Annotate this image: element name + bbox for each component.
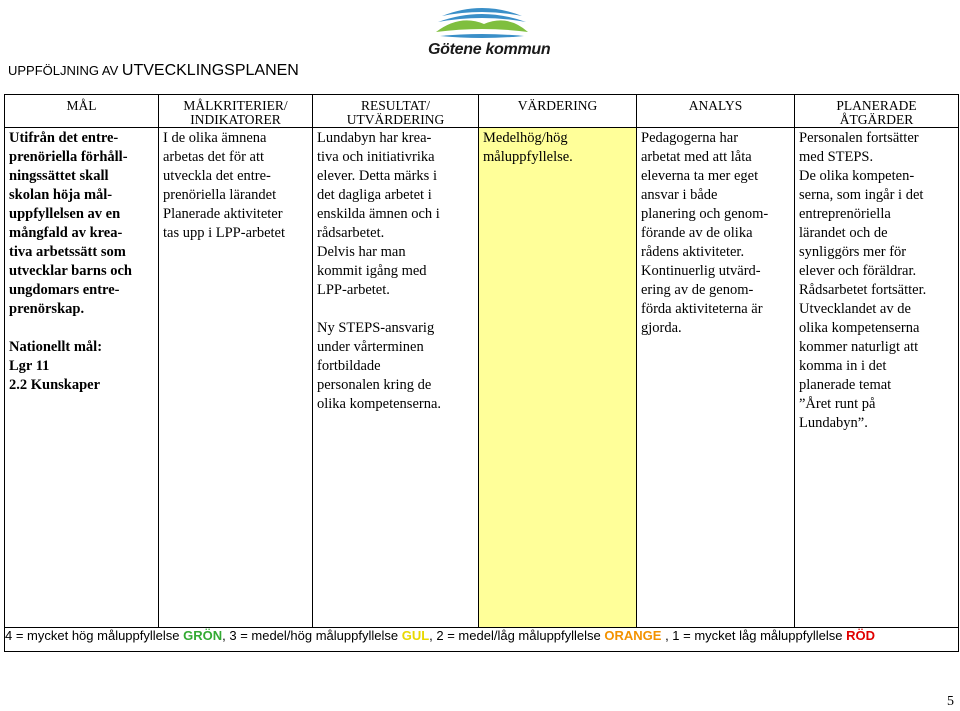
text-line: tas upp i LPP-arbetet — [163, 225, 286, 242]
text-line: förda aktiviteterna är — [641, 301, 763, 318]
text-line: lärandet och de — [799, 225, 888, 242]
page-number: 5 — [947, 694, 954, 709]
document-title — [8, 62, 299, 80]
legend-gul: GUL — [401, 627, 430, 643]
text-line: fortbildade — [317, 358, 381, 375]
text-line: personalen kring de — [317, 377, 432, 394]
text-line: Lundabyn”. — [799, 415, 868, 432]
text-line: Lundabyn har krea- — [317, 130, 432, 147]
legend-gron: GRÖN — [183, 627, 223, 643]
text-line: Ny STEPS-ansvarig — [317, 320, 435, 337]
text-line: prenöriella lärandet — [163, 187, 277, 204]
cell-vardering — [479, 128, 637, 628]
title-strong: UTVECKLINGSPLANEN — [121, 62, 299, 79]
text-line: serna, som ingår i det — [799, 187, 924, 204]
mal-text — [9, 129, 154, 319]
cell-malkriterier — [159, 128, 313, 628]
resultat-text — [317, 129, 474, 300]
text-line: olika kompetenserna — [799, 320, 920, 337]
text-line: elever och föräldrar. — [799, 263, 917, 280]
text-line: komma in i det — [799, 358, 887, 375]
text-line: ansvar i både — [641, 187, 718, 204]
legend-orange: ORANGE — [604, 627, 662, 643]
cell-planerade — [795, 128, 959, 628]
text-line: arbetas det för att — [163, 149, 265, 166]
text-line: prenöriella förhåll- — [9, 149, 128, 166]
text-line: Planerade aktiviteter — [163, 206, 283, 223]
text-line: Utifrån det entre- — [9, 130, 119, 147]
text-line: Rådsarbetet fortsätter. — [799, 282, 927, 299]
text-line: ningssättet skall — [9, 168, 109, 185]
header-resultat: RESULTAT/ UTVÄRDERING — [313, 95, 479, 128]
text-line: gjorda. — [641, 320, 682, 337]
text-line: olika kompetenserna. — [317, 396, 442, 413]
text-line: Kontinuerlig utvärd- — [641, 263, 761, 280]
text-line: planerade temat — [799, 377, 892, 394]
text-line: rådsarbetet. — [317, 225, 385, 242]
text-line: Nationellt mål: — [9, 339, 103, 356]
resultat-text-steps — [317, 319, 474, 414]
text-line: Personalen fortsätter — [799, 130, 919, 147]
text-line: tiva och initiativrika — [317, 149, 435, 166]
text-line: arbetat med att låta — [641, 149, 752, 166]
text-line: ering av de genom- — [641, 282, 754, 299]
text-line: skolan höja mål- — [9, 187, 113, 204]
text-line: LPP-arbetet. — [317, 282, 390, 299]
mal-national — [9, 338, 154, 395]
header-planerade: PLANERADE ÅTGÄRDER — [795, 95, 959, 128]
cell-analys — [637, 128, 795, 628]
logo-wordmark: Götene kommun — [428, 41, 551, 58]
text-line: enskilda ämnen och i — [317, 206, 440, 223]
planerade-text — [799, 129, 954, 433]
title-prefix: UPPFÖLJNING AV — [8, 63, 122, 78]
text-line: Utvecklandet av de — [799, 301, 911, 318]
header-mal: MÅL — [5, 95, 159, 128]
text-line: 2.2 Kunskaper — [9, 377, 101, 394]
text-line: ungdomars entre- — [9, 282, 120, 299]
text-line: mångfald av krea- — [9, 225, 123, 242]
header-vardering: VÄRDERING — [479, 95, 637, 128]
text-line: under vårterminen — [317, 339, 424, 356]
text-line: kommer naturligt att — [799, 339, 919, 356]
text-line: I de olika ämnena — [163, 130, 267, 147]
text-line: Medelhög/hög — [483, 130, 568, 147]
malkriterier-text — [163, 129, 308, 243]
text-line: utvecklar barns och — [9, 263, 132, 280]
vardering-text — [483, 129, 632, 167]
text-line: planering och genom- — [641, 206, 769, 223]
cell-resultat — [313, 128, 479, 628]
text-line: måluppfyllelse. — [483, 149, 573, 166]
analys-text — [641, 129, 790, 338]
text-line: utveckla det entre- — [163, 168, 271, 185]
text-line: Pedagogerna har — [641, 130, 739, 147]
text-line: eleverna ta mer eget — [641, 168, 759, 185]
text-line: tiva arbetssätt som — [9, 244, 126, 261]
text-line: kommit igång med — [317, 263, 427, 280]
text-line: Delvis har man — [317, 244, 406, 261]
header-malkriterier: MÅLKRITERIER/ INDIKATORER — [159, 95, 313, 128]
legend-rod: RÖD — [846, 627, 875, 643]
text-line: De olika kompeten- — [799, 168, 915, 185]
header-analys: ANALYS — [637, 95, 795, 128]
followup-table — [4, 94, 959, 652]
legend-row: 4 = mycket hög måluppfyllelse GRÖN, 3 = medel/hög måluppfyllelse GUL, 2 = medel/låg måluppfyllelse ORANGE , 1 = mycket låg måluppfyllelse RÖD — [5, 627, 959, 651]
cell-mal — [5, 128, 159, 628]
text-line: prenörskap. — [9, 301, 85, 318]
text-line: uppfyllelsen av en — [9, 206, 121, 223]
text-line: det dagliga arbetet i — [317, 187, 432, 204]
text-line: elever. Detta märks i — [317, 168, 437, 185]
text-line: ”Året runt på — [799, 396, 876, 413]
text-line: förande av de olika — [641, 225, 753, 242]
text-line: med STEPS. — [799, 149, 874, 166]
text-line: synliggörs mer för — [799, 244, 907, 261]
text-line: Lgr 11 — [9, 358, 50, 375]
text-line: rådens aktiviteter. — [641, 244, 745, 261]
text-line: entreprenöriella — [799, 206, 891, 223]
